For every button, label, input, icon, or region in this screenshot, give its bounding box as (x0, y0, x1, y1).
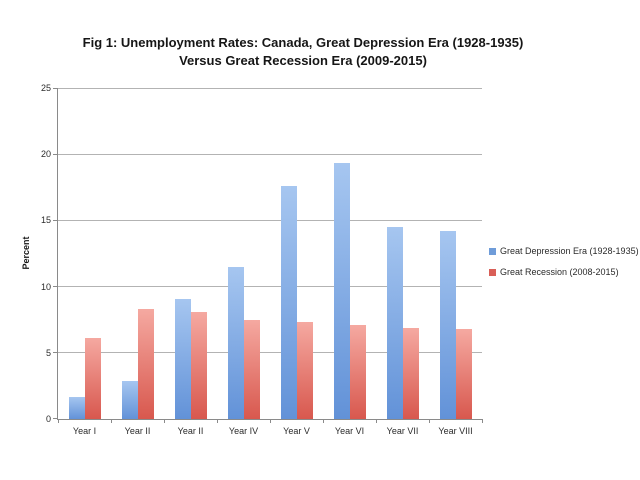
y-axis-title: Percent (21, 236, 31, 270)
legend (489, 246, 639, 277)
y-tick-label-25: 25 (40, 83, 51, 93)
category-1 (58, 88, 111, 436)
category-5 (270, 88, 323, 436)
legend-swatch-2 (489, 269, 496, 276)
bar-series2-year-iv (244, 320, 260, 419)
y-tick-label-5: 5 (45, 347, 51, 358)
x-tick-label-2: Year II (124, 426, 151, 436)
x-tick-label-4: Year IV (228, 426, 259, 436)
category-3 (164, 88, 217, 436)
bar-series2-year-vi (350, 325, 366, 419)
x-tick-label-3: Year II (177, 426, 204, 436)
legend-label-2: Great Recession (2008-2015) (500, 267, 619, 277)
x-axis-tick-1 (111, 419, 112, 423)
x-axis-tick-5 (323, 419, 324, 423)
legend-item-2 (489, 267, 639, 277)
bar-series1-year-ii (175, 299, 191, 419)
bar-series1-year-ii (122, 381, 138, 419)
legend-label-1: Great Depression Era (1928-1935) (500, 246, 639, 256)
bar-series1-year-vi (334, 163, 350, 419)
x-axis-tick-8 (482, 419, 483, 423)
category-6 (323, 88, 376, 436)
bar-series2-year-i (85, 338, 101, 419)
x-axis-tick-4 (270, 419, 271, 423)
category-4 (217, 88, 270, 436)
x-tick-label-5: Year V (283, 426, 310, 436)
x-tick-label-7: Year VII (386, 426, 419, 436)
category-7 (376, 88, 429, 436)
legend-swatch-1 (489, 248, 496, 255)
y-tick-label-15: 15 (40, 215, 51, 226)
y-tick-label-20: 20 (40, 149, 51, 160)
bar-series2-year-ii (138, 309, 154, 419)
category-2 (111, 88, 164, 436)
categories-row (58, 88, 482, 436)
bar-series1-year-i (69, 397, 85, 420)
bar-series2-year-ii (191, 312, 207, 419)
category-8 (429, 88, 482, 436)
x-axis-tick-7 (429, 419, 430, 423)
y-tick-label-10: 10 (40, 281, 51, 292)
bar-series1-year-v (281, 186, 297, 419)
bar-series1-year-viii (440, 231, 456, 419)
chart-title (23, 34, 583, 70)
bar-series2-year-vii (403, 328, 419, 419)
chart-title-line2: Versus Great Recession Era (2009-2015) (179, 53, 427, 68)
x-tick-label-8: Year VIII (438, 426, 473, 436)
x-tick-label-6: Year VI (334, 426, 365, 436)
bar-series2-year-viii (456, 329, 472, 419)
bar-series1-year-vii (387, 227, 403, 419)
x-axis-tick-3 (217, 419, 218, 423)
plot-area (40, 83, 482, 436)
x-tick-label-1: Year I (72, 426, 97, 436)
chart-title-line1: Fig 1: Unemployment Rates: Canada, Great Depression Era (1928-1935) (82, 35, 524, 50)
x-axis-tick-0 (58, 419, 59, 423)
y-tick-label-0: 0 (45, 414, 51, 424)
x-axis-tick-6 (376, 419, 377, 423)
legend-item-1 (489, 246, 639, 256)
bar-series1-year-iv (228, 267, 244, 419)
x-axis-tick-2 (164, 419, 165, 423)
bar-series2-year-v (297, 322, 313, 419)
